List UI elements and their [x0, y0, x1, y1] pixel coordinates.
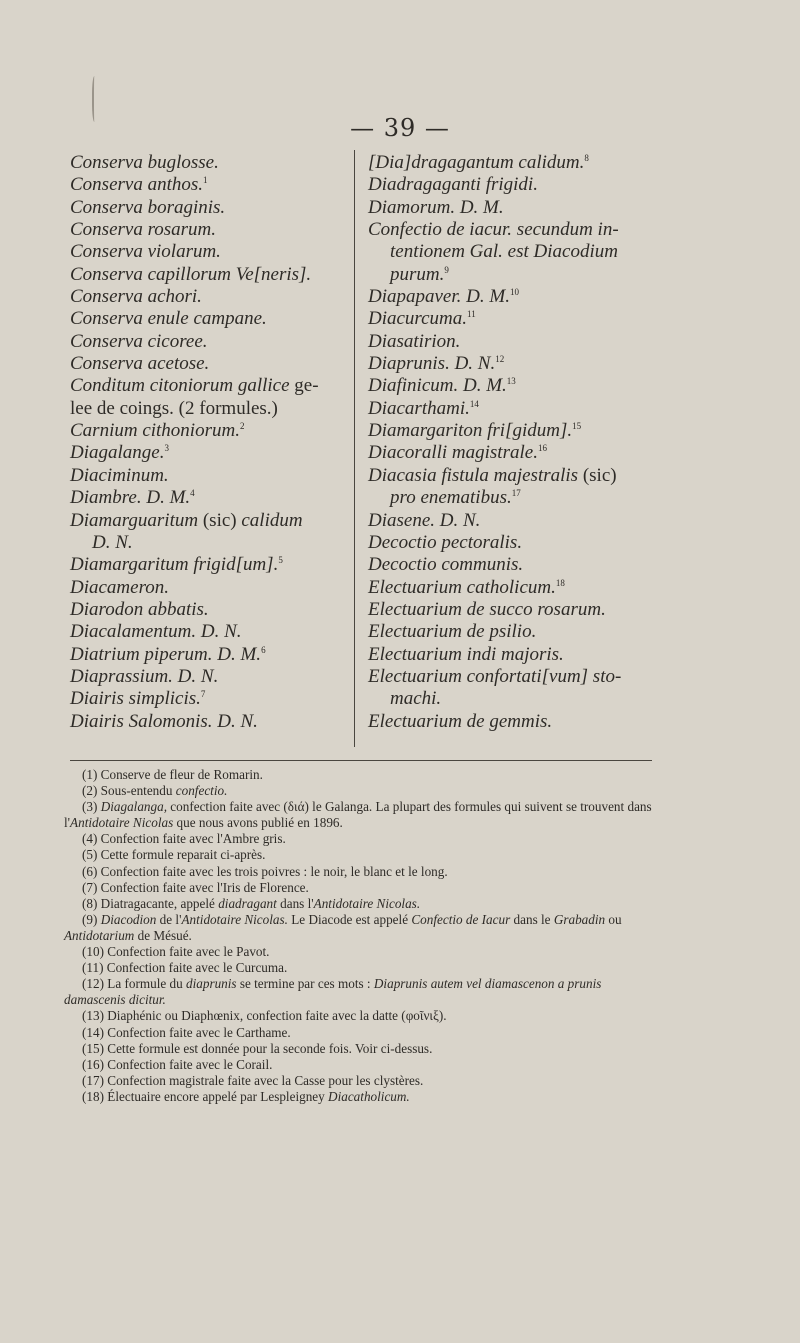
right-column-entry — [368, 554, 653, 576]
entry-text: Conserva boraginis. — [70, 196, 226, 218]
footnote-ref: 13 — [506, 376, 516, 387]
footnote-italic: diadragant — [218, 895, 277, 911]
right-column-entry — [368, 308, 653, 330]
footnote-ref: 14 — [469, 398, 479, 409]
entry-text: Diagalange. — [70, 442, 165, 464]
entry-text: Diaprunis. D. N. — [368, 353, 496, 375]
right-column-entry — [368, 331, 653, 353]
left-column-entry — [70, 174, 348, 196]
entry-text: Electuarium confortati[vum] sto- — [368, 665, 622, 687]
right-column-entry — [368, 241, 653, 263]
left-column-entry — [70, 487, 348, 509]
entry-text: Diacasia fistula majestralis — [368, 464, 579, 486]
footnote-text: dans le — [510, 911, 554, 927]
left-column-entry — [70, 264, 348, 286]
right-column-entry — [368, 510, 653, 532]
footnote-italic: Diaprunis autem vel diamascenon a prunis damascenis dicitur. — [64, 976, 602, 1008]
entry-text: machi. — [390, 688, 442, 710]
left-column-entry — [70, 420, 348, 442]
right-column-entry — [368, 375, 653, 397]
right-column-entry — [368, 219, 653, 241]
footnote-text: de l' — [156, 911, 182, 927]
footnote-italic: Antidotaire Nicolas. — [313, 895, 421, 911]
entry-text: Conserva achori. — [70, 286, 202, 308]
left-column-entry — [70, 152, 348, 174]
right-column-entry — [368, 532, 653, 554]
footnote-ref: 1 — [203, 175, 208, 186]
footnote-text: (15) Cette formule est donnée pour la seconde fois. Voir ci-dessus. — [82, 1040, 433, 1056]
footnote-text: (12) La formule du — [82, 976, 186, 992]
footnote-ref: 7 — [200, 689, 206, 700]
footnote-ref: 16 — [537, 443, 547, 454]
entry-text: Diacalamentum. D. N. — [70, 621, 242, 643]
footnote-text: (10) Confection faite avec le Pavot. — [82, 944, 270, 960]
entry-text: Diacameron. — [70, 576, 170, 598]
footnote-rule — [70, 760, 652, 761]
left-column-entry — [70, 398, 348, 420]
entry-text: Diairis Salomonis. D. N. — [70, 710, 258, 732]
footnote-ref: 9 — [444, 264, 449, 275]
footnote-text: Le Diacode est appelé — [287, 911, 412, 927]
footnote-ref: 12 — [495, 354, 505, 365]
left-column-entry — [70, 621, 348, 643]
left-column-entry — [70, 688, 348, 710]
footnote-text: ou — [605, 911, 622, 927]
entry-text: Electuarium catholicum. — [368, 576, 556, 598]
left-column-entry — [70, 577, 348, 599]
right-column-entry — [368, 711, 653, 733]
footnote-text: se termine par ces mots : — [236, 976, 374, 992]
entry-text: Diamarguaritum — [70, 509, 199, 531]
entry-text: Diacoralli magistrale. — [368, 442, 538, 464]
entry-text: Diaprassium. D. N. — [70, 665, 219, 687]
footnote-text: (7) Confection faite avec l'Iris de Florence. — [82, 879, 309, 895]
entry-text: Decoctio communis. — [368, 554, 524, 576]
entry-text: Conserva rosarum. — [70, 219, 217, 241]
entry-text: Electuarium de gemmis. — [368, 710, 553, 732]
entry-text: Electuarium de psilio. — [368, 621, 537, 643]
entry-text: calidum — [241, 509, 303, 531]
entry-text: Electuarium de succo rosarum. — [368, 598, 606, 620]
left-column-entry — [70, 331, 348, 353]
entry-text: Conserva buglosse. — [70, 152, 219, 173]
entry-text: Conserva enule campane. — [70, 308, 267, 330]
footnote-ref: 18 — [555, 577, 565, 588]
right-column-entry — [368, 420, 653, 442]
entry-roman-text: (sic) — [578, 464, 617, 486]
footnote-italic: Diagalanga, — [100, 799, 167, 815]
left-column-entry — [70, 308, 348, 330]
left-column-entry — [70, 711, 348, 733]
footnote-ref: 4 — [190, 488, 195, 499]
right-column-entry — [368, 264, 653, 286]
right-column-entry — [368, 621, 653, 643]
left-column-entry — [70, 644, 348, 666]
footnote-ref: 3 — [164, 443, 169, 454]
entry-roman-text: lee de coings. (2 formules.) — [70, 397, 278, 419]
left-column-entry — [70, 197, 348, 219]
footnote — [64, 976, 664, 1008]
footnote-text: (11) Confection faite avec le Curcuma. — [82, 960, 288, 976]
entry-text: purum. — [390, 263, 445, 285]
footnote — [64, 799, 664, 831]
left-column-entry — [70, 666, 348, 688]
footnote-text: (5) Cette formule reparait ci-après. — [82, 847, 266, 863]
footnote-ref: 8 — [584, 153, 589, 163]
footnote-text: (3) — [82, 799, 101, 815]
entry-text: Diamorum. D. M. — [368, 196, 504, 218]
footnote — [64, 864, 664, 880]
footnote-italic: Diacodion — [100, 911, 157, 927]
entry-text: D. N. — [92, 531, 133, 553]
entry-text: Conserva cicoree. — [70, 330, 208, 352]
footnote — [64, 847, 664, 863]
footnote-text: (8) Diatragacante, appelé — [82, 895, 219, 911]
footnote — [64, 767, 664, 783]
entry-text: Conserva acetose. — [70, 353, 210, 375]
footnote-ref: 17 — [511, 488, 521, 499]
entry-text: Diamargaritum frigid[um]. — [70, 554, 279, 576]
entry-text: Electuarium indi majoris. — [368, 643, 564, 665]
entry-text: Diarodon abbatis. — [70, 598, 209, 620]
footnote-ref: 11 — [467, 309, 476, 320]
column-divider — [354, 150, 355, 747]
right-column-entry — [368, 197, 653, 219]
footnote-text: (4) Confection faite avec l'Ambre gris. — [82, 831, 286, 847]
footnote-text: que nous avons publié en 1896. — [173, 815, 343, 831]
right-column-entry — [368, 353, 653, 375]
entry-text: Conserva violarum. — [70, 241, 221, 263]
entry-text: Diasene. D. N. — [368, 509, 481, 531]
left-column-entry — [70, 510, 348, 532]
entry-text: Diafinicum. D. M. — [368, 375, 507, 397]
footnote — [64, 1073, 664, 1089]
footnote-italic: Antidotaire Nicolas. — [181, 911, 288, 927]
entry-text: Diapapaver. D. M. — [368, 286, 510, 308]
footnote-text: (13) Diaphénic ou Diaphœnix, confection faite avec la datte (φοῖνιξ). — [82, 1008, 447, 1024]
footnote — [64, 1041, 664, 1057]
entry-text: Conserva anthos. — [70, 174, 203, 196]
footnote-text: (17) Confection magistrale faite avec la Casse pour les clystères. — [82, 1072, 424, 1088]
footnote-text: (14) Confection faite avec le Carthame. — [82, 1024, 291, 1040]
entry-text: tentionem Gal. est Diacodium — [390, 241, 618, 263]
left-column-entry — [70, 599, 348, 621]
footnote — [64, 783, 664, 799]
left-column-entry — [70, 219, 348, 241]
footnote-italic: Grabadin — [553, 911, 606, 927]
footnote-italic: Antidotarium — [64, 927, 135, 943]
footnote-text: (16) Confection faite avec le Corail. — [82, 1056, 273, 1072]
footnote-italic: Confectio de Iacur — [411, 911, 511, 927]
entry-text: Conserva capillorum Ve[neris]. — [70, 263, 312, 285]
right-column-entry — [368, 688, 653, 710]
entry-text: Diatrium piperum. D. M. — [70, 643, 262, 665]
left-column-entry — [70, 442, 348, 464]
entry-text: Diairis simplicis. — [70, 688, 201, 710]
right-column-entry — [368, 465, 653, 487]
entry-roman-text: ge- — [289, 375, 319, 397]
footnote-ref: 15 — [572, 421, 582, 432]
footnote-italic: confectio. — [175, 783, 228, 799]
left-column-entry — [70, 465, 348, 487]
right-column-entry — [368, 666, 653, 688]
footnote-text: (2) Sous-entendu — [82, 783, 176, 799]
footnotes — [64, 767, 664, 1105]
footnote — [64, 1089, 664, 1105]
right-column-entry — [368, 174, 653, 196]
footnote-ref: 5 — [278, 555, 283, 566]
right-column-entry — [368, 286, 653, 308]
entry-text: Diasatirion. — [368, 330, 461, 352]
right-column-entry — [368, 599, 653, 621]
right-column-entry — [368, 442, 653, 464]
footnote-ref: 10 — [509, 287, 519, 298]
footnote — [64, 944, 664, 960]
right-column-entry — [368, 398, 653, 420]
left-column-entry — [70, 286, 348, 308]
right-column-entry — [368, 644, 653, 666]
footnote — [64, 896, 664, 912]
footnote — [64, 831, 664, 847]
footnote-text: de Mésué. — [134, 927, 192, 943]
entry-text: [Dia]dragagantum calidum. — [368, 152, 585, 173]
entry-text: Decoctio pectoralis. — [368, 531, 523, 553]
entry-text: Diadragaganti frigidi. — [368, 174, 538, 196]
right-column-entry — [368, 487, 653, 509]
footnote — [64, 1008, 664, 1024]
left-column-entry — [70, 554, 348, 576]
entry-text: Confectio de iacur. secundum in- — [368, 219, 619, 241]
footnote — [64, 960, 664, 976]
entry-text: Diacurcuma. — [368, 308, 468, 330]
footnote-ref: 6 — [261, 644, 266, 655]
left-column-entry — [70, 532, 348, 554]
entry-text: Diacarthami. — [368, 397, 470, 419]
footnote-italic: diaprunis — [186, 976, 237, 992]
left-column-entry — [70, 241, 348, 263]
footnote-text: (18) Électuaire encore appelé par Lespleigney — [82, 1088, 329, 1104]
left-column-entry — [70, 375, 348, 397]
footnote — [64, 1025, 664, 1041]
footnote-text: confection faite avec (διά) le Galanga. La plupart des formules qui suivent se trouvent dans l' — [64, 799, 652, 831]
footnote — [64, 912, 664, 944]
footnote — [64, 880, 664, 896]
footnote-ref: 2 — [239, 421, 245, 432]
entry-text: Carnium cithoniorum. — [70, 420, 240, 442]
page-number: — 39 — — [350, 114, 450, 142]
right-column-entry — [368, 577, 653, 599]
entry-text: Diambre. D. M. — [70, 487, 191, 509]
entry-text: Diamargariton fri[gidum]. — [368, 420, 573, 442]
footnote-text: dans l' — [276, 895, 314, 911]
entry-roman-text: (sic) — [198, 509, 242, 531]
footnote-text: (6) Confection faite avec les trois poivres : le noir, le blanc et le long. — [82, 863, 448, 879]
footnote-italic: Antidotaire Nicolas — [70, 815, 174, 831]
left-column-entry — [70, 353, 348, 375]
footnote-italic: Diacatholicum. — [328, 1088, 410, 1104]
entry-text: Conditum citoniorum gallice — [70, 375, 290, 397]
right-column — [368, 152, 653, 733]
footnote-text: (9) — [82, 911, 101, 927]
footnote-text: (1) Conserve de fleur de Romarin. — [82, 767, 263, 782]
entry-text: Diaciminum. — [70, 464, 169, 486]
entry-text: pro enematibus. — [390, 487, 512, 509]
footnote — [64, 1057, 664, 1073]
right-column-entry — [368, 152, 653, 174]
left-column — [70, 152, 348, 733]
